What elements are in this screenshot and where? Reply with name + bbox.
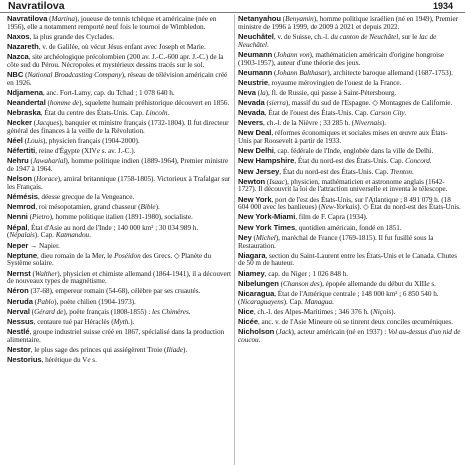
entry-text: ), physicien français (1904-2000). <box>42 137 140 146</box>
entry-headword: Nevada <box>238 108 265 118</box>
entry-headword: Nestorius <box>7 354 42 364</box>
entry-text: ), banquier et ministre français (1732-1804). Il fut directeur général des finances à la veille de la Révolution. <box>7 119 229 136</box>
entry-headword: Neumann <box>238 67 273 77</box>
entry-headword: Neruda <box>7 296 33 306</box>
entry-text: , État du centre des États-Unis. Cap. <box>40 109 146 118</box>
entry-italic-text: lac de Neuchâtel <box>238 32 437 49</box>
entry-text: ). <box>183 345 188 354</box>
entry-text: ), physicien, mathématicien et astronome anglais (1642-1727). Il découvrit la loi de l'attraction universelle et inventa le télescope. <box>238 177 448 194</box>
entry-italic-text: Myth. <box>113 317 131 326</box>
dictionary-entry <box>7 318 231 327</box>
entry-text: ), fl. de Russie, qui passe à Saint-Pétersbourg. <box>265 89 397 97</box>
entry-headword: New Delhi <box>238 146 274 156</box>
dictionary-entry <box>7 175 231 192</box>
entry-italic-text: Lincoln <box>145 109 168 118</box>
entry-headword: Ndjamena <box>7 88 43 97</box>
entry-italic-text: Martina <box>51 15 75 23</box>
entry-italic-text: Johann von <box>276 50 310 59</box>
entry-text: , quotidien américain, fondé en 1851. <box>295 223 402 232</box>
dictionary-entry <box>7 298 231 307</box>
entry-text: ), homme politique indien (1889-1964), Premier ministre de 1947 à 1964. <box>7 157 229 174</box>
entry-italic-text: Iliade <box>166 345 184 354</box>
entry-headword: Nestor <box>7 344 31 354</box>
entry-text: . <box>332 297 334 306</box>
entry-text: ( <box>22 137 27 146</box>
entry-italic-text: Bible <box>140 203 156 212</box>
dictionary-entry <box>7 193 231 202</box>
dictionary-entry <box>238 33 461 50</box>
dictionary-entry <box>7 157 231 174</box>
dictionary-entry <box>238 157 461 166</box>
entry-text: ), architecte baroque allemand (1687-1753). <box>327 68 453 77</box>
entry-text: . <box>404 109 407 118</box>
dictionary-entry <box>7 137 231 146</box>
entry-headword: Neustrie <box>238 77 268 87</box>
entry-italic-text: homme de <box>49 99 80 108</box>
entry-headword: Neva <box>238 88 256 97</box>
entry-headword: Nessus <box>7 316 34 326</box>
entry-text: ), poète français (1808-1855) : <box>63 307 152 316</box>
entry-text: , anc. v. de l'Asie Mineure où se tinrent deux conciles œcuméniques. <box>258 317 453 326</box>
entry-text: , anc. Fort-Lamy, cap. du Tchad ; 1 078 640 h. <box>42 89 175 97</box>
entry-text: , ch.-l. des Alpes-Maritimes ; 346 376 h. ( <box>253 307 373 316</box>
dictionary-entry <box>7 89 231 98</box>
entry-text: , État de l'Amérique centrale ; 148 000 km² ; 6 850 540 h. ( <box>238 289 439 306</box>
right-column <box>238 15 461 346</box>
entry-italic-text: Poséidon <box>114 251 141 260</box>
entry-text: , royaume mérovingien de l'ouest de la France. <box>268 78 402 87</box>
entry-text: ( <box>278 279 283 288</box>
dictionary-entry <box>7 15 231 32</box>
dictionary-entry <box>7 99 231 108</box>
dictionary-entry <box>238 252 461 269</box>
dictionary-entry <box>238 129 461 146</box>
dictionary-entry <box>7 224 231 241</box>
entry-italic-text: Gérard de <box>34 307 64 316</box>
entry-italic-text: Pietro <box>32 213 50 222</box>
entry-text: ), squelette humain préhistorique découvert en 1856. <box>79 99 230 108</box>
entry-headword: Neuchâtel <box>238 31 274 41</box>
dictionary-entry <box>7 147 231 156</box>
entry-headword: Navratilova <box>7 15 48 23</box>
entry-text: s. av. J.-C.). <box>99 147 136 156</box>
dictionary-entry <box>238 196 461 213</box>
dictionary-entry <box>238 79 461 88</box>
entry-text: ), réseau de télévision américain créé en 1926. <box>7 71 228 87</box>
entry-text: . <box>188 307 191 316</box>
entry-headword: Nazca <box>7 52 29 62</box>
entry-text: ( <box>28 157 33 166</box>
entry-headword: Neper <box>7 240 29 250</box>
entry-text: , v. de Galilée, où vécut Jésus enfant avec Joseph et Marie. <box>38 43 206 52</box>
entry-headword: Neptune <box>7 250 38 260</box>
entry-text: , site archéologique précolombien (200 av. J.-C.-600 apr. J.-C.) de la côte sud du Pérou. Nécropoles et mystérieux dessins tracés sur le sol. <box>7 53 224 69</box>
entry-headword: Newton <box>238 176 266 186</box>
entry-headword: Naxos <box>7 31 30 41</box>
left-column <box>7 15 231 366</box>
entry-italic-text: sierra <box>268 99 286 108</box>
dictionary-entry <box>238 290 461 307</box>
entry-headword: New Hampshire <box>238 156 295 166</box>
dictionary-entry <box>238 178 461 195</box>
entry-headword: Nicholson <box>238 326 275 336</box>
dictionary-entry <box>238 99 461 108</box>
entry-headword: New York Times <box>238 222 296 232</box>
entry-headword: Nelson <box>7 174 33 184</box>
entry-text: ). ◇ État du nord-est des États-Unis. <box>357 203 461 212</box>
dictionary-entry <box>238 69 461 78</box>
entry-text: ( <box>255 89 261 97</box>
entry-text: ), joueuse de tennis tchèque et américaine (née en 1956), elle a notamment remporté neuf fois le tournoi de Wimbledon. <box>7 15 217 31</box>
entry-text: . <box>429 157 432 166</box>
entry-italic-text: Trenton <box>390 167 413 176</box>
entry-headword: Neandertal <box>7 98 46 108</box>
entry-italic-text: National Broadcasting Company <box>27 71 122 80</box>
entry-text: , la plus grande des Cyclades. <box>29 32 115 41</box>
entry-italic-text: la <box>260 89 266 97</box>
dictionary-entry <box>7 43 231 52</box>
entry-text: , groupe industriel suisse créé en 1867, spécialisé dans la production alimentaire. <box>7 327 225 344</box>
entry-text: , centaure tué par Héraclès ( <box>33 317 114 326</box>
dictionary-entry <box>7 270 231 287</box>
entry-headword: Nenni <box>7 212 28 222</box>
dictionary-entry <box>238 224 461 233</box>
entry-text: ( <box>45 99 50 108</box>
entry-italic-text: Walther <box>34 269 58 278</box>
page-header <box>0 0 465 13</box>
entry-text: ). Cap. <box>283 297 305 306</box>
dictionary-entry <box>7 213 231 222</box>
dictionary-entry <box>238 168 461 177</box>
entry-headword: New York <box>238 194 272 204</box>
entry-italic-text: e <box>87 355 91 364</box>
entry-text: , section du Saint-Laurent entre les États-Unis et le Canada. Chutes de 50 m de hauteur. <box>238 251 458 268</box>
entry-text: ), épopée allemande du début du XIII <box>319 279 427 288</box>
entry-text: , État du nord-est des États-Unis. Cap. <box>294 157 406 166</box>
entry-headword: Nernst <box>7 268 31 278</box>
entry-italic-text: Managua <box>304 297 333 306</box>
entry-italic-text: e <box>426 279 430 288</box>
entry-text: → Napier. <box>28 241 60 250</box>
entry-italic-text: Chanson des <box>282 279 320 288</box>
entry-italic-text: les Chimères <box>151 307 189 316</box>
entry-text: ). Cap. <box>34 231 56 240</box>
dictionary-entry <box>238 119 461 128</box>
entry-text: . <box>266 40 269 49</box>
dictionary-entry <box>7 203 231 212</box>
entry-headword: Nestlé <box>7 326 30 336</box>
entry-headword: NBC <box>7 70 24 80</box>
entry-text: , ch.-l. de la Nièvre ; 33 285 h. ( <box>263 119 355 128</box>
entry-headword: Népal <box>7 222 28 232</box>
dictionary-entry <box>7 328 231 345</box>
dictionary-entry <box>238 234 461 251</box>
entry-text: , dieu romain de la Mer, le <box>37 251 115 260</box>
column-divider <box>234 15 235 465</box>
entry-text: , reine d'Égypte (XIV <box>35 147 97 156</box>
entry-text: , roi mésopotamien, grand chasseur ( <box>35 203 141 212</box>
entry-italic-text: Népalais <box>9 231 35 240</box>
dictionary-entry <box>238 51 461 68</box>
dictionary-entry <box>238 15 461 32</box>
entry-text: ), acteur américain (né en 1937) : <box>291 327 388 336</box>
entry-text: ( <box>274 327 279 336</box>
dictionary-entry <box>238 308 461 317</box>
entry-text: . <box>258 335 261 344</box>
entry-headword: Netanyahou <box>238 15 281 23</box>
entry-text: ). <box>130 317 135 326</box>
entry-italic-text: du canton de Neuchâtel <box>330 32 399 41</box>
entry-text: , film de F. Capra (1934). <box>295 213 368 222</box>
dictionary-entry <box>7 119 231 136</box>
entry-italic-text: Jacques <box>36 119 60 128</box>
dictionary-entry <box>7 287 231 296</box>
entry-text: ( <box>23 71 28 80</box>
entry-text: ( <box>32 297 38 306</box>
dictionary-entry <box>7 346 231 355</box>
entry-text: ( <box>264 99 269 108</box>
entry-headword: Niamey <box>238 268 265 278</box>
dictionary-entry <box>7 109 231 118</box>
entry-headword: Nazareth <box>7 42 39 52</box>
entry-text: . <box>167 109 170 118</box>
entry-headword: Nibelungen <box>238 278 279 288</box>
entry-italic-text: Horace <box>36 175 58 184</box>
entry-text: , réformes économiques et sociales mises en œuvre aux États-Unis par Roosevelt à partir de 1933. <box>238 129 448 146</box>
entry-italic-text: Isaac <box>269 177 285 186</box>
entry-text: ( <box>32 175 37 184</box>
entry-headword: Némésis <box>7 192 38 202</box>
entry-headword: Neumann <box>238 49 273 59</box>
entry-italic-text: Benyamin <box>285 15 314 23</box>
dictionary-entry <box>238 328 461 345</box>
entry-text: . <box>412 167 414 176</box>
dictionary-entry <box>238 213 461 222</box>
entry-text: , État du nord-est des États-Unis. Cap. <box>279 167 391 176</box>
entry-text: ( <box>251 233 256 242</box>
entry-text: , cap. fédérale de l'Inde, englobée dans la ville de Delhi. <box>273 147 434 156</box>
entry-text: , v. de Suisse, ch.-l. <box>273 32 331 41</box>
entry-headword: Nebraska <box>7 108 41 118</box>
entry-italic-text: Jack <box>278 327 292 336</box>
entry-headword: Nemrod <box>7 202 36 212</box>
entry-headword: Ney <box>238 232 252 242</box>
entry-text: ( <box>27 213 32 222</box>
entry-text: ), mathématicien américain d'origine hongroise (1903-1957), auteur d'une théorie des jeux. <box>238 50 445 67</box>
entry-italic-text: Pablo <box>37 297 55 306</box>
entry-text: ( <box>265 177 270 186</box>
entry-headword: Nevada <box>238 98 265 108</box>
dictionary-entry <box>7 71 231 88</box>
entry-text: , cap. du Niger ; 1 026 848 h. <box>264 269 348 278</box>
entry-text: , État d'Asie au nord de l'Inde ; 140 000 km² ; 30 034 989 h. ( <box>7 223 199 240</box>
entry-text: , État de l'ouest des États-Unis. Cap. <box>264 109 370 118</box>
entry-headword: Necker <box>7 118 33 128</box>
entry-headword: Nevers <box>238 118 264 128</box>
entry-headword: New Deal <box>238 128 272 138</box>
entry-text: ( <box>272 68 277 77</box>
entry-italic-text: Katmandou <box>55 231 90 240</box>
entry-text: ). <box>381 119 387 128</box>
entry-text: , port de l'est des États-Unis, sur l'Atlantique ; 8 491 079 h. (18 604 000 avec les banlieues) ( <box>238 195 451 212</box>
entry-text: ), massif du sud de l'Espagne. ◇ Montagnes de Californie. <box>285 99 453 108</box>
entry-text: ), homme politique italien (1891-1980), socialiste. <box>49 213 193 222</box>
entry-text: , déesse grecque de la Vengeance. <box>37 193 135 202</box>
entry-text: ). <box>155 203 160 212</box>
entry-text: ), physicien et chimiste allemand (1864-1941), il a découvert de nouveaux types de magnétisme. <box>7 269 231 286</box>
entry-text: ( <box>280 15 286 23</box>
entry-text: . <box>89 231 91 240</box>
entry-text: ( <box>272 50 277 59</box>
entry-italic-text: Niçois <box>372 307 392 316</box>
entry-text: (37-68), empereur romain (54-68), célèbre par ses cruautés. <box>28 287 201 296</box>
entry-italic-text: New-Yorkais <box>320 203 358 212</box>
entry-text: s. <box>90 355 97 364</box>
entry-text: ( <box>29 307 35 316</box>
dictionary-entry <box>238 270 461 279</box>
entry-text: ). <box>391 307 396 316</box>
dictionary-entry <box>238 109 461 118</box>
entry-headword: Nicée <box>238 316 259 326</box>
entry-headword: Néel <box>7 136 23 146</box>
entry-headword: New Jersey <box>238 166 280 176</box>
entry-italic-text: Johann Balthasar <box>276 68 328 77</box>
dictionary-entry <box>7 33 231 42</box>
entry-text: ), maréchal de France (1769-1815). Il fut fusillé sous la Restauration. <box>238 233 434 250</box>
entry-headword: New York-Miami <box>238 212 296 222</box>
entry-text: des Grecs. ◇ Planète du Système solaire. <box>7 251 212 268</box>
dictionary-entry <box>238 318 461 327</box>
page-number: 1934 <box>432 1 453 11</box>
entry-text: , hérétique du V <box>41 355 88 364</box>
entry-text: s. <box>429 279 436 288</box>
entry-italic-text: Vol au-dessus d'un nid de coucou <box>238 327 461 344</box>
entry-italic-text: Louis <box>26 137 43 146</box>
entry-text: , sur le <box>398 32 420 41</box>
entry-headword: Nehru <box>7 156 29 166</box>
entry-headword: Niagara <box>238 250 266 260</box>
dictionary-entry <box>238 147 461 156</box>
entry-headword: Nice <box>238 306 254 316</box>
dictionary-entry <box>238 89 461 98</box>
dictionary-entry <box>7 356 231 365</box>
dictionary-entry <box>238 280 461 289</box>
entry-text: ), homme politique israélien (né en 1949), Premier ministre de 1996 à 1999, de 2009 à 2021 et depuis 2022. <box>238 15 458 31</box>
entry-text: ( <box>47 15 52 23</box>
running-head: Navratilova <box>8 0 65 12</box>
entry-text: ( <box>32 119 37 128</box>
dictionary-entry <box>7 242 231 251</box>
entry-italic-text: Nivernais <box>354 119 382 128</box>
entry-text: ( <box>30 269 35 278</box>
dictionary-entry <box>7 252 231 269</box>
dictionary-entry <box>7 308 231 317</box>
entry-italic-text: Jawaharlal <box>32 157 66 166</box>
entry-headword: Néron <box>7 286 29 296</box>
entry-text: ), poète chilien (1904-1973). <box>54 297 136 306</box>
entry-italic-text: e <box>96 147 100 156</box>
entry-text: ), amiral britannique (1758-1805). Victorieux à Trafalgar sur les Français. <box>7 175 231 192</box>
entry-italic-text: Concord <box>405 157 430 166</box>
entry-headword: Nicaragua <box>238 288 275 298</box>
entry-italic-text: Nicaraguayens <box>240 297 284 306</box>
entry-italic-text: Michel <box>255 233 276 242</box>
dictionary-entry <box>7 53 231 70</box>
entry-headword: Nerval <box>7 306 30 316</box>
entry-text: , le plus sage des princes qui assiégèrent Troie ( <box>30 345 167 354</box>
entry-italic-text: Carson City <box>370 109 405 118</box>
entry-headword: Néfertiti <box>7 146 36 156</box>
